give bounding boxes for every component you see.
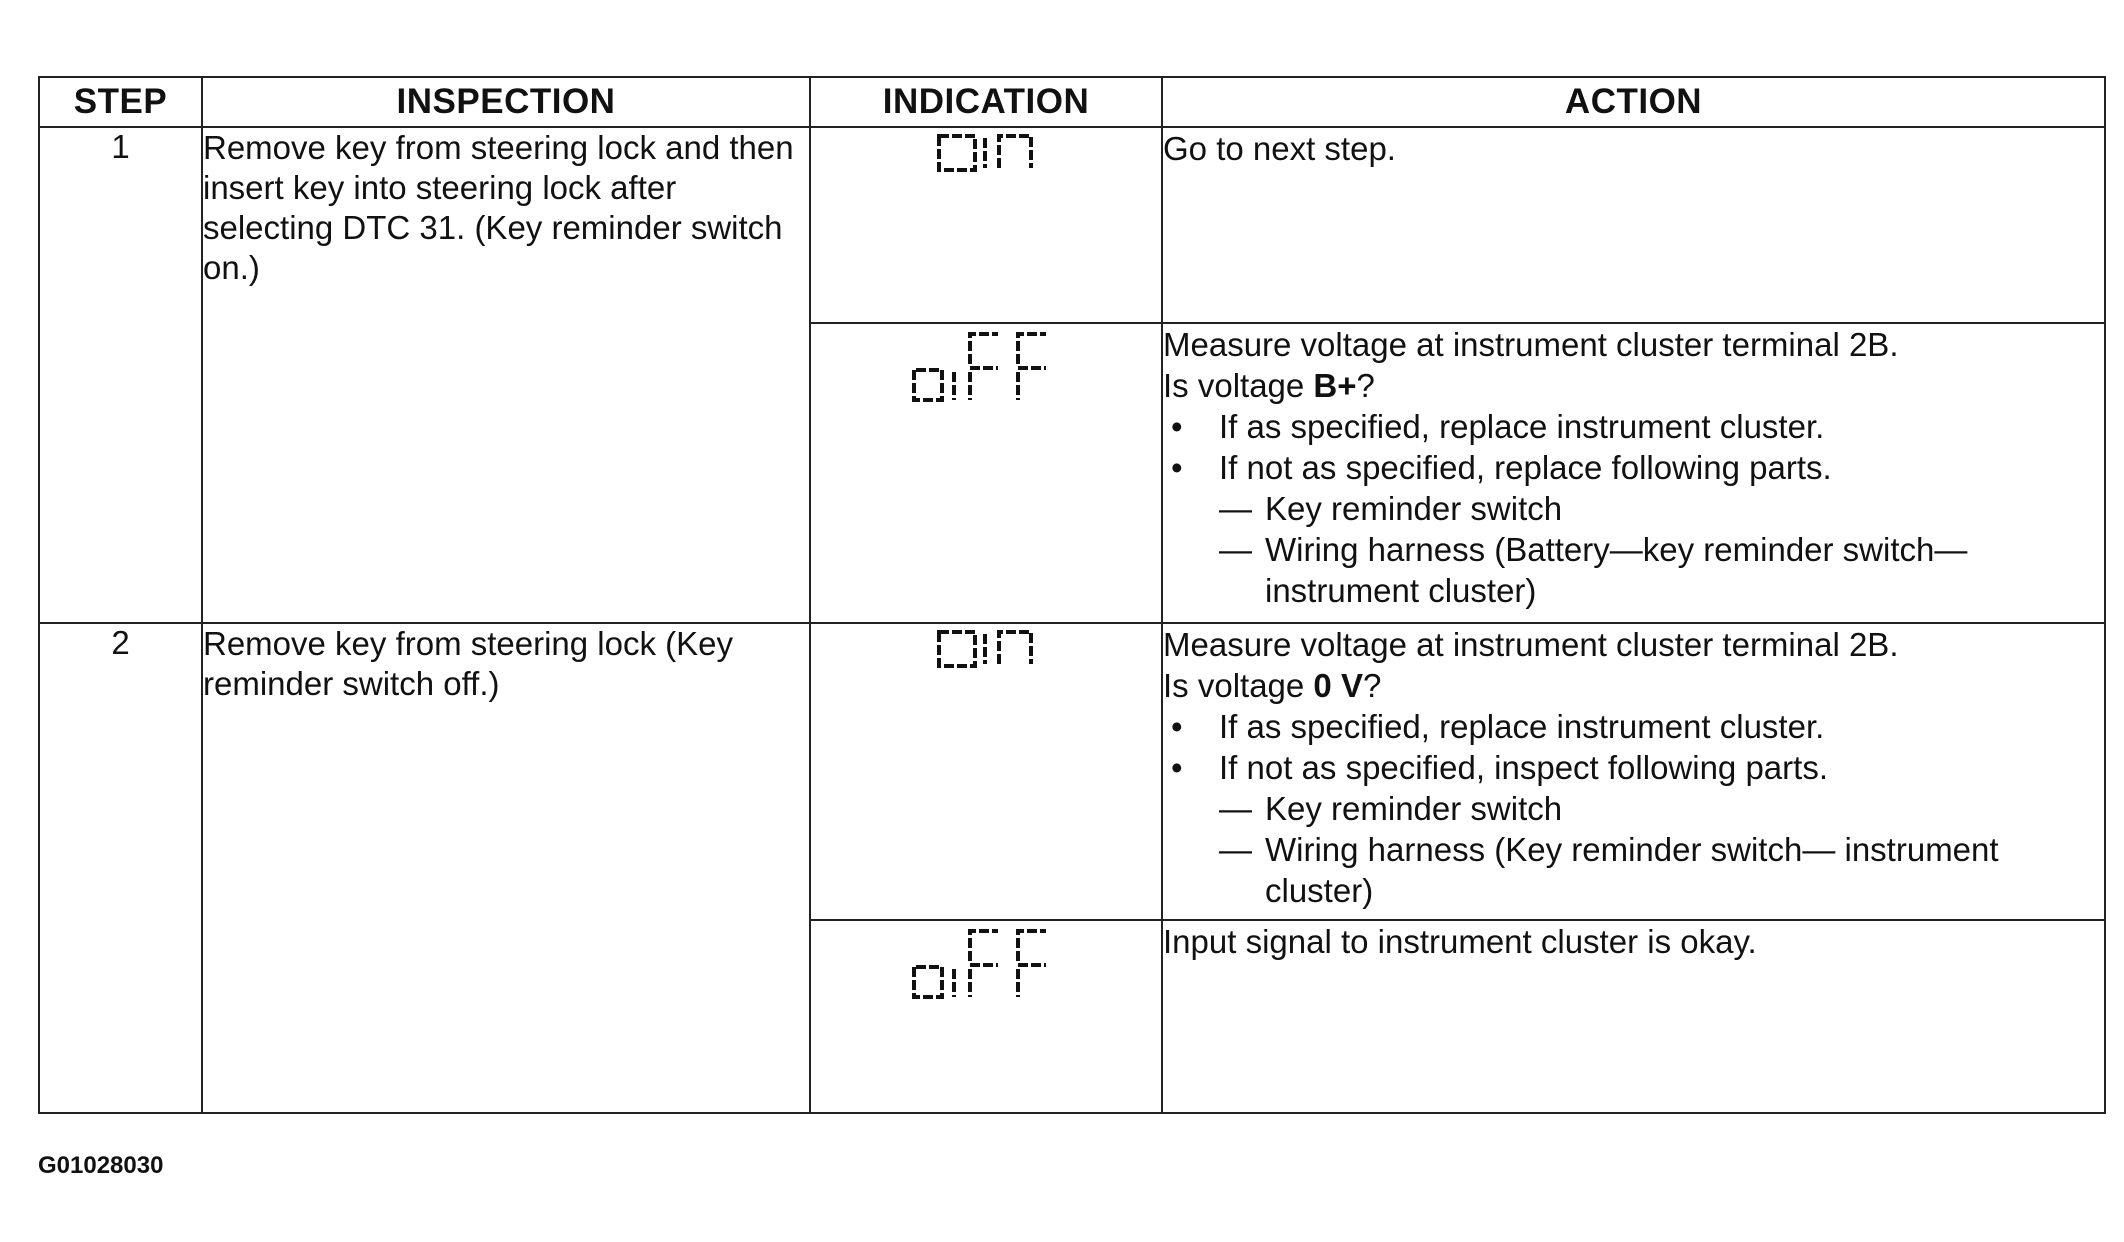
table-row bbox=[39, 127, 2105, 323]
indication-cell bbox=[810, 920, 1162, 1113]
inspection-cell: Remove key from steering lock (Key reminder switch off.) bbox=[202, 623, 810, 1113]
action-cell bbox=[1162, 920, 2105, 1113]
display-off-indicator bbox=[906, 921, 1066, 1011]
display-on-indicator bbox=[931, 624, 1041, 674]
display-on-indicator bbox=[931, 128, 1041, 178]
step-number: 1 bbox=[39, 127, 202, 623]
bullet-item: • If as specified, replace instrument cluster. bbox=[1171, 708, 1825, 745]
inspection-cell: Remove key from steering lock and then insert key into steering lock after selecting DTC 31. (Key reminder switch on.) bbox=[202, 127, 810, 623]
sub-item: — Key reminder switch bbox=[1219, 790, 1563, 827]
sub-item: — Wiring harness (Key reminder switch— instrument cluster) bbox=[1219, 831, 1999, 909]
header-action: ACTION bbox=[1162, 77, 2105, 127]
action-cell bbox=[1162, 127, 2105, 323]
header-inspection: INSPECTION bbox=[202, 77, 810, 127]
bullet-item: • If not as specified, inspect following parts. bbox=[1171, 749, 1828, 786]
action-line: Measure voltage at instrument cluster terminal 2B. bbox=[1163, 326, 1899, 363]
header-indication: INDICATION bbox=[810, 77, 1162, 127]
action-question: Is voltage 0 V? bbox=[1163, 667, 1382, 704]
step-number: 2 bbox=[39, 623, 202, 1113]
action-cell bbox=[1162, 323, 2105, 623]
indication-cell bbox=[810, 323, 1162, 623]
action-question: Is voltage B+? bbox=[1163, 367, 1375, 404]
indication-cell bbox=[810, 623, 1162, 920]
table-row bbox=[39, 623, 2105, 920]
display-off-indicator bbox=[906, 324, 1066, 414]
indication-cell bbox=[810, 127, 1162, 323]
header-step: STEP bbox=[39, 77, 202, 127]
sub-item: — Key reminder switch bbox=[1219, 490, 1563, 527]
bullet-item: • If not as specified, replace following parts. bbox=[1171, 449, 1832, 486]
table-header-row bbox=[39, 77, 2105, 127]
figure-id: G01028030 bbox=[38, 1152, 164, 1179]
action-cell bbox=[1162, 623, 2105, 920]
action-line: Measure voltage at instrument cluster terminal 2B. bbox=[1163, 626, 1899, 663]
action-line: Go to next step. bbox=[1163, 130, 1396, 167]
sub-item: — Wiring harness (Battery—key reminder switch— instrument cluster) bbox=[1219, 531, 1968, 609]
bullet-item: • If as specified, replace instrument cluster. bbox=[1171, 408, 1825, 445]
diagnostic-table bbox=[38, 76, 2106, 1114]
action-line: Input signal to instrument cluster is okay. bbox=[1163, 923, 1757, 960]
